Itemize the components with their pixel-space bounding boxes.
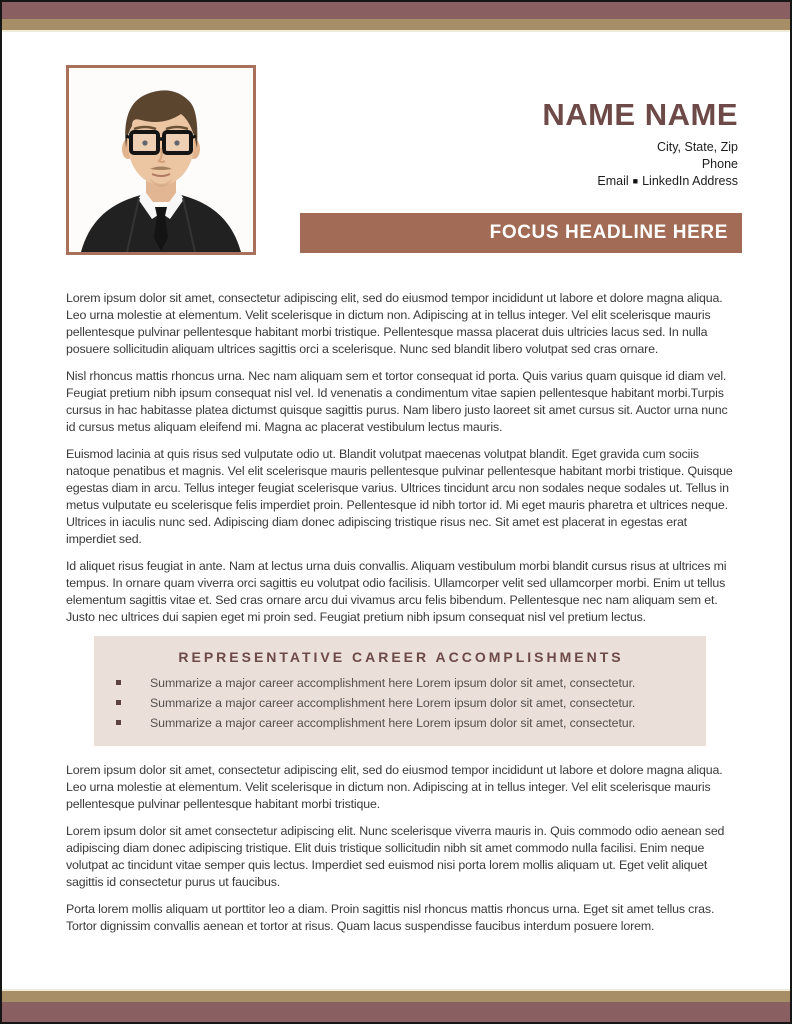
summary-paragraph-2: Nisl rhoncus mattis rhoncus urna. Nec nam aliquam sem et tortor consequat id porta. Quis varius quam quisque id diam vel. Feugiat pretium nibh ipsum consequat nisl vel. Id venenatis a condimentum vitae sapien pellentesque habitant morbi.Turpis cursus in hac habitasse platea dictumst quisque sagittis purus. Nam libero justo laoreet sit amet cursus sit. Auctor urna nunc id cursus metus aliquam eleifend mi. Magna ac placerat vestibulum lectus mauris. (66, 369, 728, 434)
accomplishment-text: Summarize a major career accomplishment here Lorem ipsum dolor sit amet, consectetur. (150, 716, 636, 730)
accomplishments-box (94, 636, 706, 746)
contact-block (300, 139, 738, 190)
summary-paragraph-3: Euismod lacinia at quis risus sed vulputate odio ut. Blandit volutpat maecenas volutpat blandit. Eget gravida cum sociis natoque penatibus et magnis. Vel elit scelerisque mauris pellentesque pulvinar pellentesque habitant morbi tristique. Quisque egestas diam in arcu. Tellus integer feugiat scelerisque varius. Ultrices tincidunt arcu non sodales neque sodales ut. Tellus in metus vulputate eu scelerisque felis imperdiet proin. Pellentesque id nibh tortor id. Mi eget mauris pharetra et ultrices neque. Ultrices in iaculis nunc sed. Adipiscing diam donec adipiscing tristique risus nec. Sit amet est placerat in egestas erat imperdiet sed. (66, 447, 733, 546)
square-bullet-icon (116, 680, 121, 685)
contact-linkedin: LinkedIn Address (642, 174, 738, 189)
body-content (2, 290, 790, 945)
top-border-bars (2, 2, 790, 32)
square-bullet-icon: ■ (632, 176, 639, 187)
square-bullet-icon (116, 700, 121, 705)
top-maroon-stripe (2, 2, 790, 19)
contact-email: Email (597, 174, 629, 189)
contact-phone: Phone (701, 157, 738, 172)
bottom-border-bars (2, 989, 790, 1022)
accomplishment-text: Summarize a major career accomplishment here Lorem ipsum dolor sit amet, consectetur. (150, 676, 636, 690)
portrait-photo (66, 65, 256, 255)
contact-city-state-zip: City, State, Zip (656, 140, 738, 155)
closing-paragraph-1: Lorem ipsum dolor sit amet, consectetur adipiscing elit, sed do eiusmod tempor incididunt ut labore et dolore magna aliqua. Leo urna molestie at elementum. Velit scelerisque in dictum non. Adipiscing at in tellus integer. Vel elit scelerisque mauris pellentesque pulvinar pellentesque habitant morbi tristique. (66, 763, 723, 811)
top-tan-stripe (2, 19, 790, 32)
focus-headline-banner (300, 213, 742, 253)
header-right-column (300, 32, 742, 290)
closing-paragraph-2: Lorem ipsum dolor sit amet consectetur adipiscing elit. Nunc scelerisque viverra mauris in. Quis commodo odio aenean sed adipiscing diam donec adipiscing tristique. Elit duis tristique sollicitudin nibh sit amet commodo nulla facilisi. Enim neque volutpat ac tincidunt vitae semper quis lectus. Imperdiet sed euismod nisi porta lorem mollis aliquam ut. Eget velit aliquet sagittis id consectetur purus ut faucibus. (66, 824, 725, 889)
list-item (116, 673, 686, 693)
accomplishments-title: REPRESENTATIVE CAREER ACCOMPLISHMENTS (178, 649, 624, 665)
summary-paragraph-4: Id aliquet risus feugiat in ante. Nam at lectus urna duis convallis. Aliquam vestibulum morbi blandit cursus risus at ultrices mi tempus. In ornare quam viverra orci sagittis eu volutpat odio facilisis. Ullamcorper velit sed ullamcorper morbi. Enim ut tellus elementum sagittis vitae et. Sed cras ornare arcu dui vivamus arcu felis bibendum. Pellentesque nec nam aliquam sem et. Justo nec ultrices dui sapien eget mi proin sed. Feugiat pretium nibh ipsum consequat nisl vel pretium lectus. (66, 559, 727, 624)
bottom-maroon-stripe (2, 1002, 790, 1022)
accomplishment-text: Summarize a major career accomplishment here Lorem ipsum dolor sit amet, consectetur. (150, 696, 636, 710)
portrait-photo-illustration (69, 68, 253, 252)
summary-paragraph-1: Lorem ipsum dolor sit amet, consectetur adipiscing elit, sed do eiusmod tempor incididunt ut labore et dolore magna aliqua. Leo urna molestie at elementum. Velit scelerisque in dictum non. Adipiscing at in tellus integer. Vel elit scelerisque mauris pellentesque pulvinar pellentesque habitant morbi tristique. Pellentesque massa placerat duis ultricies lacus sed. In nulla posuere sollicitudin aliquam ultrices sagittis orci a scelerisque. Nunc sed blandit libero volutpat sed cras ornare. (66, 291, 723, 356)
list-item (116, 693, 686, 713)
bottom-tan-stripe (2, 989, 790, 1002)
closing-paragraph-3: Porta lorem mollis aliquam ut porttitor leo a diam. Proin sagittis nisl rhoncus mattis rhoncus urna. Eget sit amet tellus cras. Tortor dignissim convallis aenean et tortor at risus. Quam lacus suspendisse faucibus interdum posuere lorem. (66, 902, 715, 933)
candidate-name: NAME NAME (542, 97, 738, 132)
contact-line-email-linkedin (300, 173, 738, 190)
square-bullet-icon (116, 720, 121, 725)
header (2, 32, 790, 290)
list-item (116, 713, 686, 733)
focus-headline-text: FOCUS HEADLINE HERE (489, 222, 728, 243)
